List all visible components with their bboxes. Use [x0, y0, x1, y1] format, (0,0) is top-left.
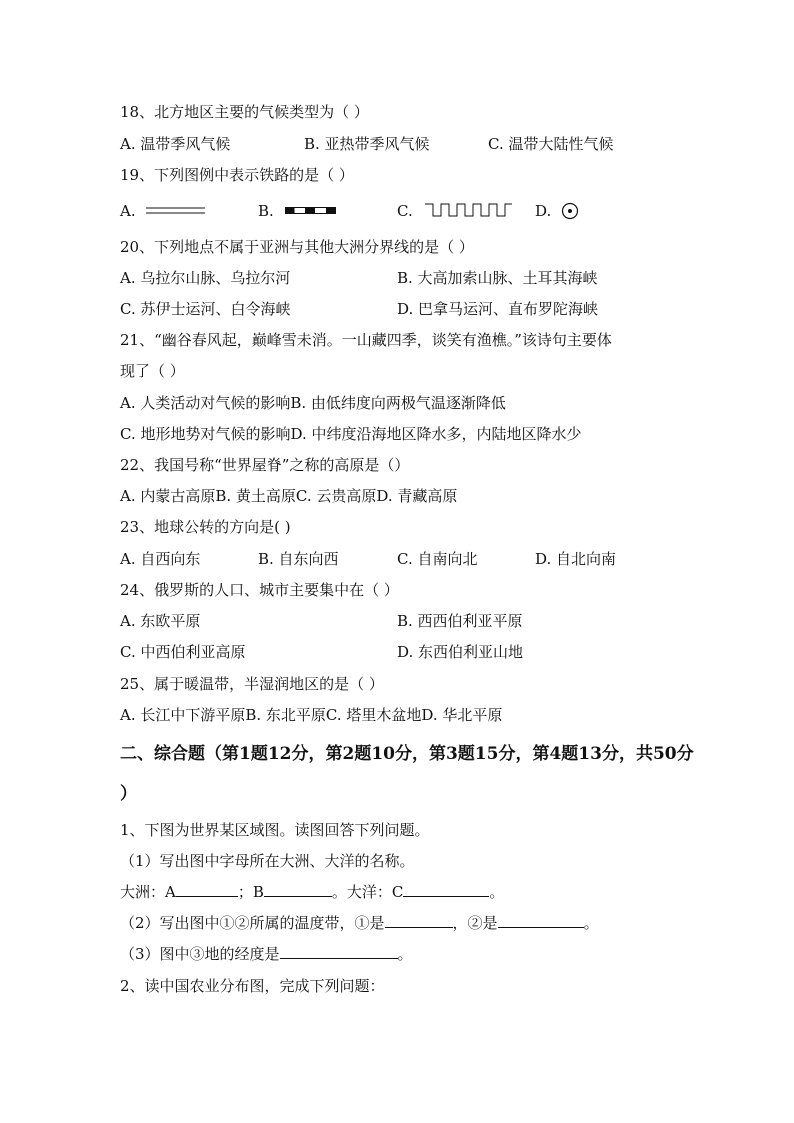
- q19-label-d: D.: [535, 202, 552, 220]
- q18-stem: 18、北方地区主要的气候类型为（ ）: [120, 103, 369, 121]
- c1-stem: 1、下图为世界某区域图。读图回答下列问题。: [120, 821, 430, 839]
- railway-dash-icon: [285, 205, 337, 217]
- q24-option-b: B. 西西伯利亚平原: [397, 612, 523, 630]
- continent-a-label: 大洲：A: [120, 883, 176, 901]
- c1-sub3-period: 。: [397, 945, 413, 963]
- q23-option-d: D. 自北向南: [535, 550, 617, 568]
- q23-option-b: B. 自东向西: [258, 550, 339, 568]
- q24-option-a: A. 东欧平原: [120, 612, 201, 630]
- q20-option-b: B. 大高加索山脉、土耳其海峡: [397, 269, 598, 287]
- c2-stem: 2、读中国农业分布图，完成下列问题：: [120, 977, 385, 995]
- q21-options-cd: C. 地形地势对气候的影响D. 中纬度沿海地区降水多，内陆地区降水少: [120, 425, 582, 443]
- ocean-c-blank[interactable]: [403, 882, 489, 897]
- q25-stem: 25、属于暖温带，半湿润地区的是（ ）: [120, 675, 384, 693]
- c1-sub2-line: [120, 913, 599, 933]
- q25-options: A. 长江中下游平原B. 东北平原C. 塔里木盆地D. 华北平原: [120, 706, 503, 724]
- q19-label-b: B.: [258, 202, 274, 220]
- zone-2-blank[interactable]: [498, 913, 584, 928]
- section-2-title: 二、综合题（第1题12分，第2题10分，第3题15分，第4题13分，共50分: [120, 744, 694, 764]
- q23-option-c: C. 自南向北: [397, 550, 478, 568]
- double-line-icon: [146, 205, 206, 217]
- continent-a-blank[interactable]: [176, 882, 238, 897]
- c1-sub3-label: （3）图中③地的经度是: [120, 945, 280, 963]
- q21-stem-line2: 现了（ ）: [120, 362, 185, 380]
- q21-options-ab: A. 人类活动对气候的影响B. 由低纬度向两极气温逐渐降低: [120, 394, 506, 412]
- q18-option-c: C. 温带大陆性气候: [488, 135, 614, 153]
- q19-stem: 19、下列图例中表示铁路的是（ ）: [120, 166, 354, 184]
- c1-l1-period: 。: [489, 883, 505, 901]
- q20-option-d: D. 巴拿马运河、直布罗陀海峡: [397, 300, 599, 318]
- continent-b-blank[interactable]: [264, 882, 332, 897]
- q19-label-c: C.: [397, 202, 413, 220]
- longitude-blank[interactable]: [280, 944, 398, 959]
- square-wave-icon: [424, 202, 514, 218]
- c1-sub2-label-1: （2）写出图中①②所属的温度带，①是: [120, 914, 385, 932]
- section-2-title-close: ）: [120, 784, 137, 804]
- c1-sub2-label-2: ，②是: [452, 914, 498, 932]
- q20-option-c: C. 苏伊士运河、白令海峡: [120, 300, 291, 318]
- q21-stem-line1: 21、“幽谷春风起，巅峰雪未消。一山藏四季，谈笑有渔樵。”该诗句主要体: [120, 331, 612, 349]
- zone-1-blank[interactable]: [385, 913, 453, 928]
- c1-continents-oceans-line: [120, 882, 504, 902]
- q20-option-a: A. 乌拉尔山脉、乌拉尔河: [120, 269, 291, 287]
- c1-sub2-period: 。: [583, 914, 599, 932]
- q23-option-a: A. 自西向东: [120, 550, 201, 568]
- q18-option-a: A. 温带季风气候: [120, 135, 231, 153]
- q22-options: A. 内蒙古高原B. 黄土高原C. 云贵高原D. 青藏高原: [120, 487, 458, 505]
- dot-circle-icon: [561, 202, 579, 220]
- c1-sub3-line: [120, 944, 413, 964]
- c1-sub1: （1）写出图中字母所在大洲、大洋的名称。: [120, 852, 415, 870]
- q24-option-d: D. 东西伯利亚山地: [397, 643, 524, 661]
- q22-stem: 22、我国号称“世界屋脊”之称的高原是（）: [120, 456, 410, 474]
- q18-option-b: B. 亚热带季风气候: [304, 135, 430, 153]
- q24-stem: 24、俄罗斯的人口、城市主要集中在（ ）: [120, 581, 399, 599]
- q19-label-a: A.: [120, 202, 136, 220]
- q24-option-c: C. 中西伯利亚高原: [120, 643, 246, 661]
- q23-stem: 23、地球公转的方向是( ): [120, 518, 291, 536]
- continent-b-label: ；B: [237, 883, 264, 901]
- ocean-c-label: 。大洋：C: [331, 883, 404, 901]
- q20-stem: 20、下列地点不属于亚洲与其他大洲分界线的是（ ）: [120, 238, 474, 256]
